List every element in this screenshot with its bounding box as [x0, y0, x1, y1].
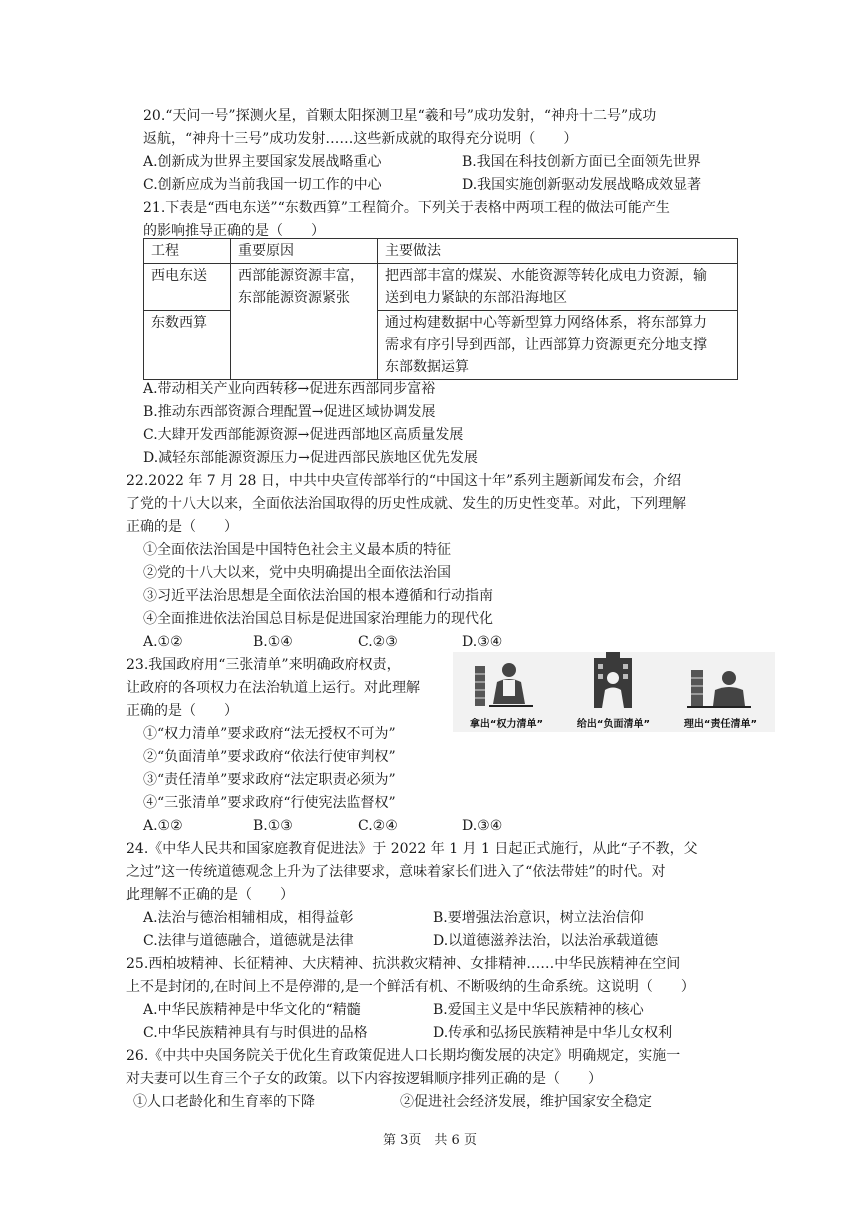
- q25-option-a: A.中华民族精神是中华文化的“精髓: [143, 1002, 361, 1018]
- q23-item-3: ③“责任清单”要求政府“法定职责必须为”: [143, 772, 396, 788]
- official-holding-list-icon: [453, 652, 560, 714]
- table-cell-reason: [231, 264, 378, 380]
- page-number-footer: 第 3页 共 6 页: [383, 1133, 477, 1148]
- method-line: 需求有序引导到西部，让西部算力资源更充分地支撑: [385, 337, 707, 353]
- q23-item-1: ①“权力清单”要求政府“法无授权不可为”: [143, 726, 396, 742]
- q25-stem-line-1: 25.西柏坡精神、长征精神、大庆精神、抗洪救灾精神、女排精神……中华民族精神在空间: [126, 956, 681, 972]
- power-list-panel: [453, 652, 560, 732]
- q26-item-1: ①人口老龄化和生育率的下降: [133, 1094, 315, 1110]
- q24-option-b: B.要增强法治意识，树立法治信仰: [433, 910, 644, 926]
- q21-option-d: D.减轻东部能源资源压力→促进西部民族地区优先发展: [143, 450, 478, 466]
- table-cell-project: 西电东送: [144, 264, 231, 311]
- q23-option-b: B.①③: [253, 818, 293, 834]
- q21-option-a: A.带动相关产业向西转移→促进东西部同步富裕: [143, 381, 436, 397]
- table-cell-method: [378, 311, 738, 380]
- table-header-cell: 重要原因: [231, 239, 378, 264]
- q24-stem-line-2: 之过”这一传统道德观念上升为了法律要求，意味着家长们进入了“依法带娃”的时代。对: [126, 864, 666, 880]
- q22-stem-line-1: 22.2022 年 7 月 28 日，中共中央宣传部举行的“中国这十年”系列主题新闻发布会，介绍: [126, 473, 682, 489]
- q23-stem-line-3: 正确的是（ ）: [126, 703, 238, 719]
- table-header-cell: 工程: [144, 239, 231, 264]
- q23-option-c: C.②④: [358, 818, 398, 834]
- responsibility-list-panel: [667, 652, 774, 732]
- method-line: 东部数据运算: [385, 359, 469, 375]
- q23-stem-line-2: 让政府的各项权力在法治轨道上运行。对此理解: [126, 680, 420, 696]
- q20-option-a: A.创新成为世界主要国家发展战略重心: [143, 154, 382, 170]
- q24-stem-line-3: 此理解不正确的是（ ）: [126, 887, 294, 903]
- negative-list-panel: [560, 652, 667, 732]
- official-desk-icon: [667, 652, 774, 714]
- q26-stem-line-2: 对夫妻可以生育三个子女的政策。以下内容按逻辑顺序排列正确的是（ ）: [126, 1071, 602, 1087]
- q21-stem-line-2: 的影响推导正确的是（ ）: [143, 223, 325, 239]
- table-cell-method: [378, 264, 738, 311]
- q20-option-b: B.我国在科技创新方面已全面领先世界: [462, 154, 701, 170]
- q24-option-c: C.法律与道德融合，道德就是法律: [143, 933, 354, 949]
- q21-stem-line-1: 21.下表是“西电东送”“东数西算”工程简介。下列关于表格中两项工程的做法可能产生: [143, 200, 670, 216]
- q22-option-d: D.③④: [462, 634, 503, 650]
- q21-table: [143, 238, 738, 380]
- q25-option-d: D.传承和弘扬民族精神是中华儿女权利: [433, 1025, 673, 1041]
- q23-option-d: D.③④: [462, 818, 503, 834]
- method-line: 送到电力紧缺的东部沿海地区: [385, 290, 567, 306]
- responsibility-list-label: 理出“责任清单”: [683, 719, 758, 730]
- q20-stem-line-1: 20.“天问一号”探测火星，首颗太阳探测卫星“羲和号”成功发射，“神舟十二号”成功: [143, 108, 657, 124]
- q20-option-c: C.创新应成为当前我国一切工作的中心: [143, 177, 382, 193]
- q23-item-4: ④“三张清单”要求政府“行使宪法监督权”: [143, 795, 396, 811]
- q25-stem-line-2: 上不是封闭的,在时间上不是停滞的,是一个鲜活有机、不断吸纳的生命系统。这说明（ ）: [126, 979, 695, 995]
- q26-stem-line-1: 26.《中共中央国务院关于优化生育政策促进人口长期均衡发展的决定》明确规定，实施一: [126, 1048, 681, 1064]
- q22-item-1: ①全面依法治国是中国特色社会主义最本质的特征: [143, 542, 451, 558]
- q22-item-4: ④全面推进依法治国总目标是促进国家治理能力的现代化: [143, 611, 493, 627]
- q24-option-a: A.法治与德治相辅相成，相得益彰: [143, 910, 354, 926]
- q23-item-2: ②“负面清单”要求政府“依法行使审判权”: [143, 749, 396, 765]
- reason-line: 西部能源资源丰富，: [238, 268, 364, 284]
- q21-option-b: B.推动东西部资源合理配置→促进区域协调发展: [143, 404, 436, 420]
- q22-option-b: B.①④: [253, 634, 293, 650]
- q23-stem-line-1: 23.我国政府用“三张清单”来明确政府权责，: [126, 657, 401, 673]
- q20-option-d: D.我国实施创新驱动发展战略成效显著: [462, 177, 702, 193]
- q25-option-b: B.爱国主义是中华民族精神的核心: [433, 1002, 644, 1018]
- q23-option-a: A.①②: [143, 818, 183, 834]
- q24-option-d: D.以道德滋养法治，以法治承载道德: [433, 933, 659, 949]
- q25-option-c: C.中华民族精神具有与时俱进的品格: [143, 1025, 368, 1041]
- building-figure-icon: [560, 652, 667, 714]
- method-line: 把西部丰富的煤炭、水能资源等转化成电力资源，输: [385, 268, 707, 284]
- q24-stem-line-1: 24.《中华人民共和国家庭教育促进法》于 2022 年 1 月 1 日起正式施行，从此“子不教，父: [126, 841, 698, 857]
- table-header-cell: 主要做法: [378, 239, 738, 264]
- table-row: [144, 264, 738, 311]
- power-list-label: 拿出“权力清单”: [469, 719, 544, 730]
- method-line: 通过构建数据中心等新型算力网络体系，将东部算力: [385, 315, 707, 331]
- q20-stem-line-2: 返航，“神舟十三号”成功发射……这些新成就的取得充分说明（ ）: [143, 131, 578, 147]
- q22-stem-line-3: 正确的是（ ）: [126, 519, 238, 535]
- q22-option-a: A.①②: [143, 634, 183, 650]
- negative-list-label: 给出“负面清单”: [576, 719, 651, 730]
- q21-option-c: C.大肆开发西部能源资源→促进西部地区高质量发展: [143, 427, 464, 443]
- q22-stem-line-2: 了党的十八大以来，全面依法治国取得的历史性成就、发生的历史性变革。对此，下列理解: [126, 496, 686, 512]
- q26-item-2: ②促进社会经济发展，维护国家安全稳定: [400, 1094, 652, 1110]
- q22-item-3: ③习近平法治思想是全面依法治国的根本遵循和行动指南: [143, 588, 493, 604]
- table-header-row: [144, 239, 738, 264]
- three-lists-illustration: [453, 652, 775, 732]
- q22-option-c: C.②③: [358, 634, 398, 650]
- q22-item-2: ②党的十八大以来，党中央明确提出全面依法治国: [143, 565, 451, 581]
- table-cell-project: 东数西算: [144, 311, 231, 380]
- reason-line: 东部能源资源紧张: [238, 290, 350, 306]
